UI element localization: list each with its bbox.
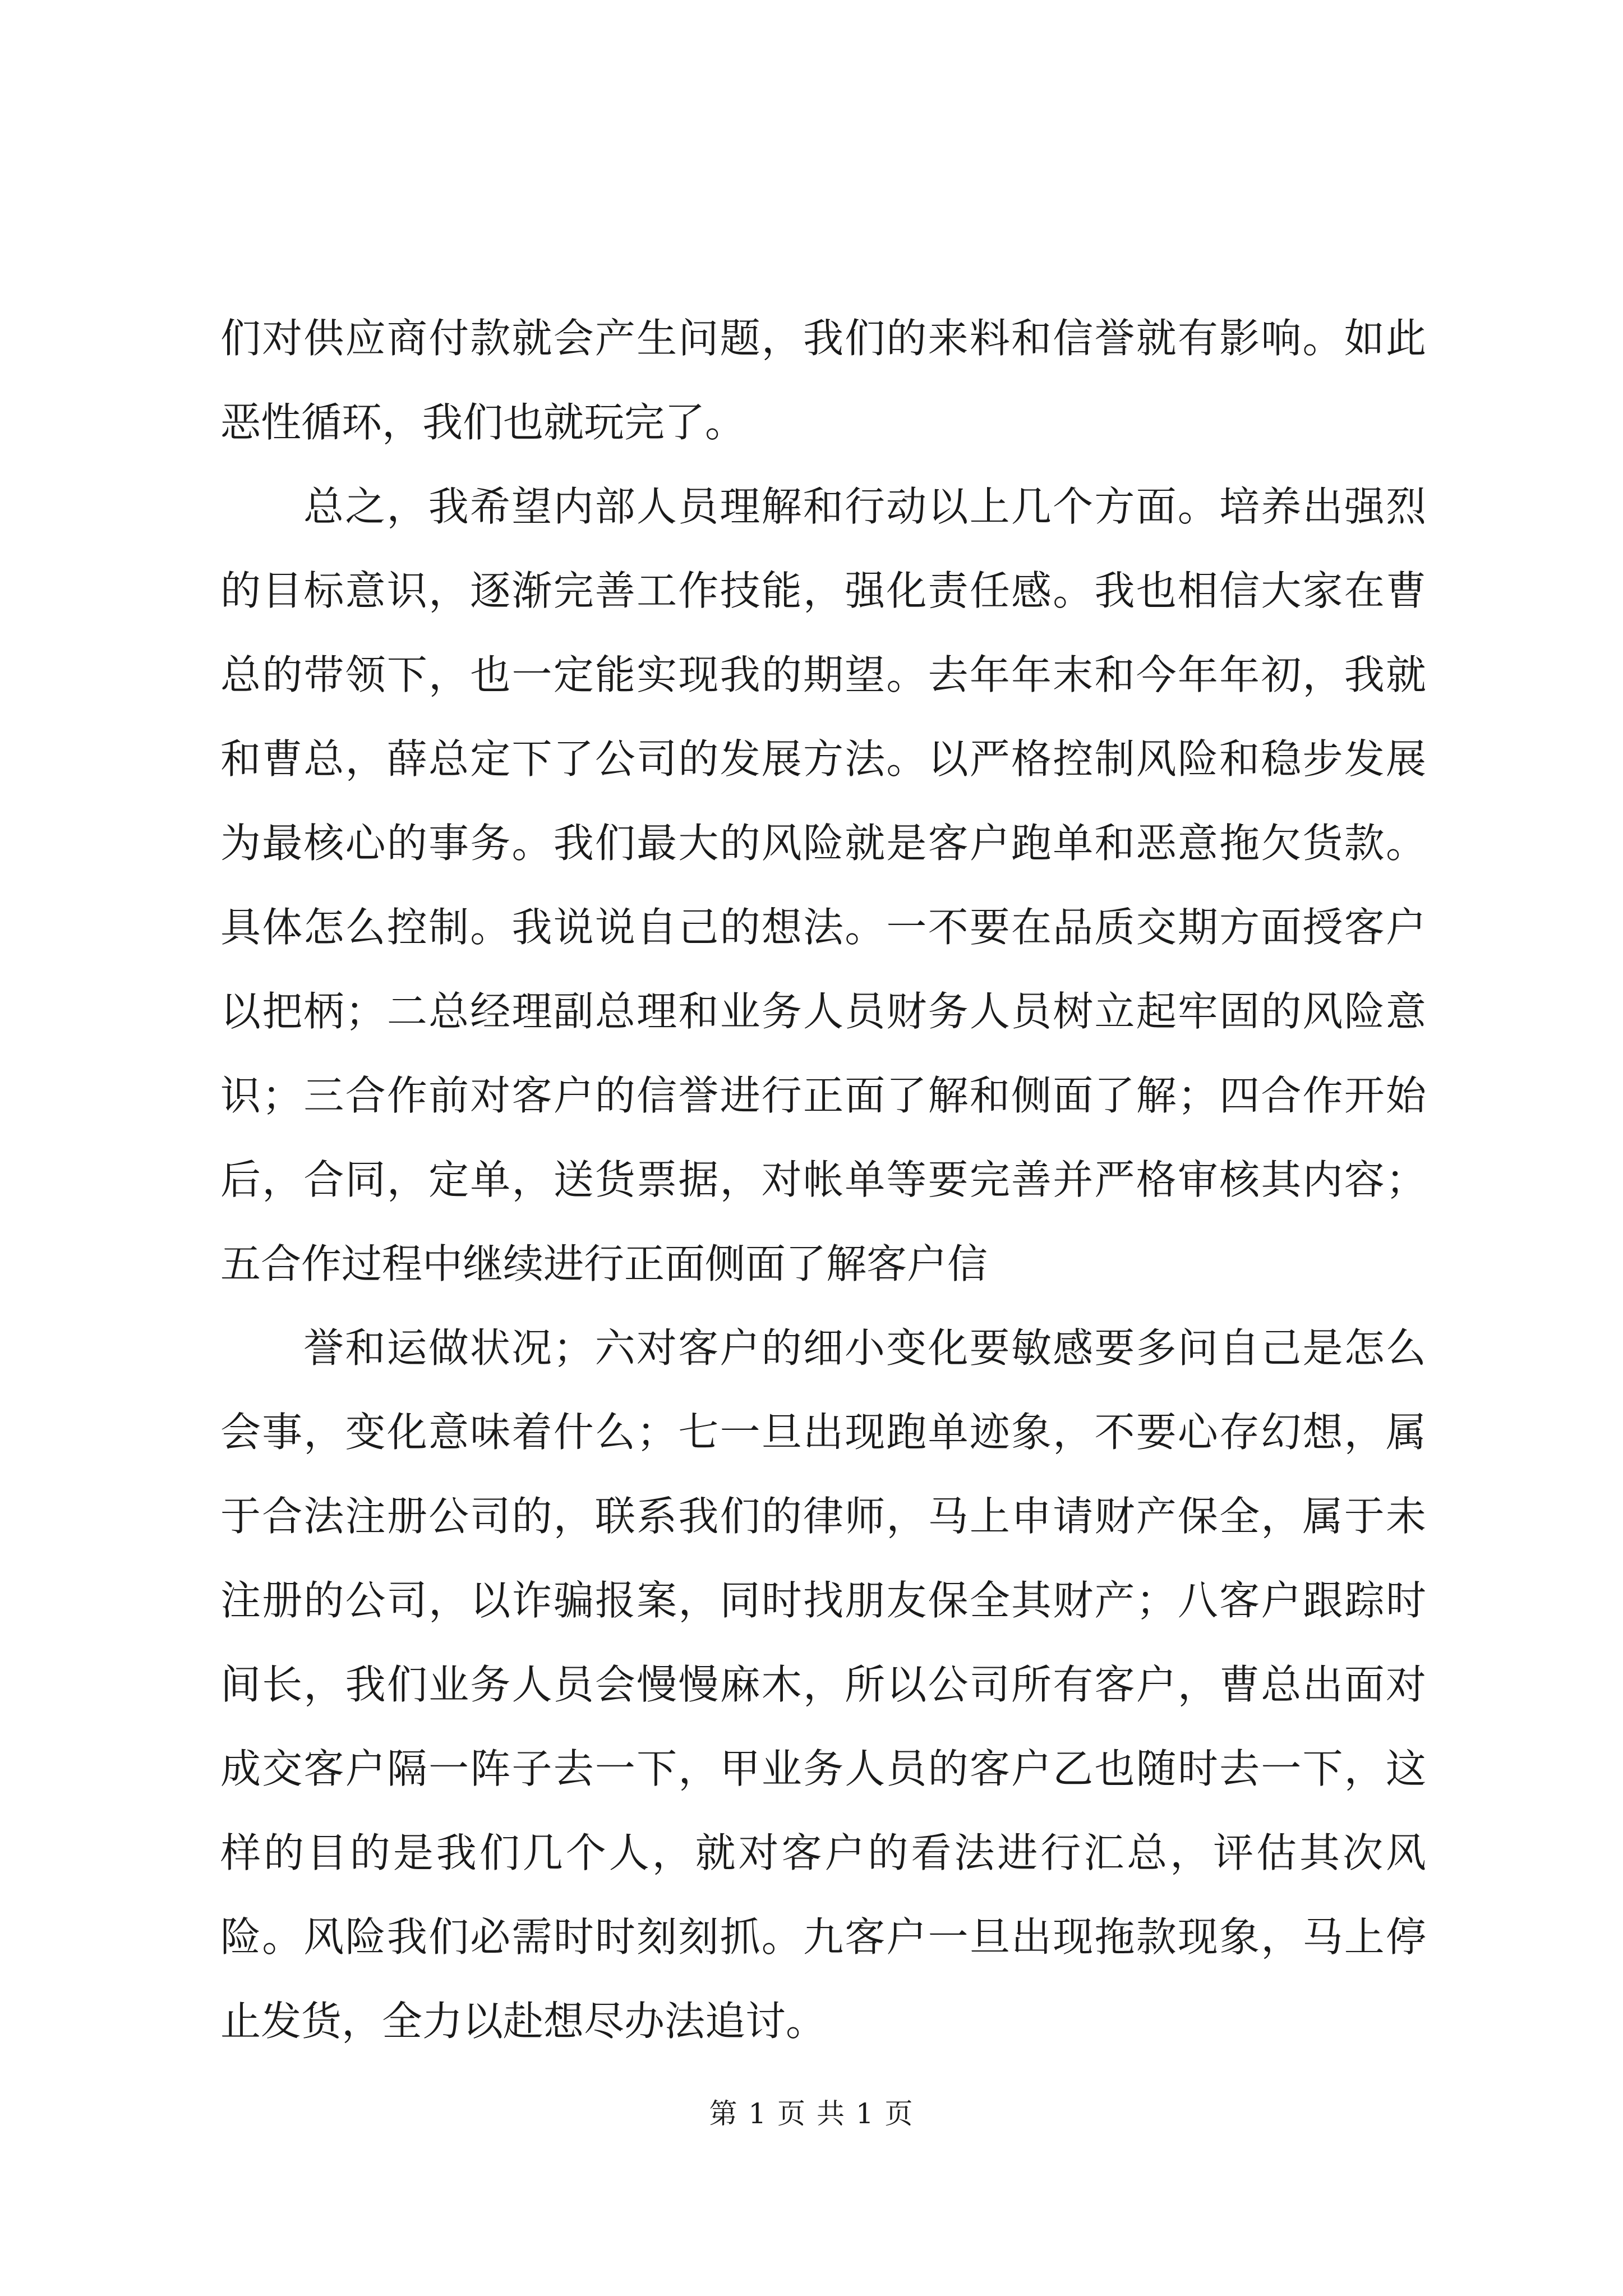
paragraph-3: 誉和运做状况；六对客户的细小变化要敏感要多问自己是怎么会事，变化意味着什么；七一旦出现跑单迹象，不要心存幻想，属于合法注册公司的，联系我们的律师，马上申请财产保全，属于未注册的公司，以诈骗报案，同时找朋友保全其财产；八客户跟踪时间长，我们业务人员会慢慢麻木，所以公司所有客户，曹总出面对成交客户隔一阵子去一下，甲业务人员的客户乙也随时去一下，这样的目的是我们几个人，就对客户的看法进行汇总，评估其次风险。风险我们必需时时刻刻抓。九客户一旦出现拖款现象，马上停止发货，全力以赴想尽办法追讨。	[220, 1324, 1426, 2045]
page-footer: 第 1 页 共 1 页	[709, 2097, 914, 2130]
paragraph-1: 们对供应商付款就会产生问题，我们的来料和信誉就有影响。如此恶性循环，我们也就玩完了。	[220, 315, 1426, 446]
body-text	[220, 296, 1426, 2063]
paragraph-2: 总之，我希望内部人员理解和行动以上几个方面。培养出强烈的目标意识，逐渐完善工作技能，强化责任感。我也相信大家在曹总的带领下，也一定能实现我的期望。去年年末和今年年初，我就和曹总，薛总定下了公司的发展方法。以严格控制风险和稳步发展为最核心的事务。我们最大的风险就是客户跑单和恶意拖欠货款。具体怎么控制。我说说自己的想法。一不要在品质交期方面授客户以把柄；二总经理副总理和业务人员财务人员树立起牢固的风险意识；三合作前对客户的信誉进行正面了解和侧面了解；四合作开始后，合同，定单，送货票据，对帐单等要完善并严格审核其内容；五合作过程中继续进行正面侧面了解客户信	[220, 483, 1426, 1287]
